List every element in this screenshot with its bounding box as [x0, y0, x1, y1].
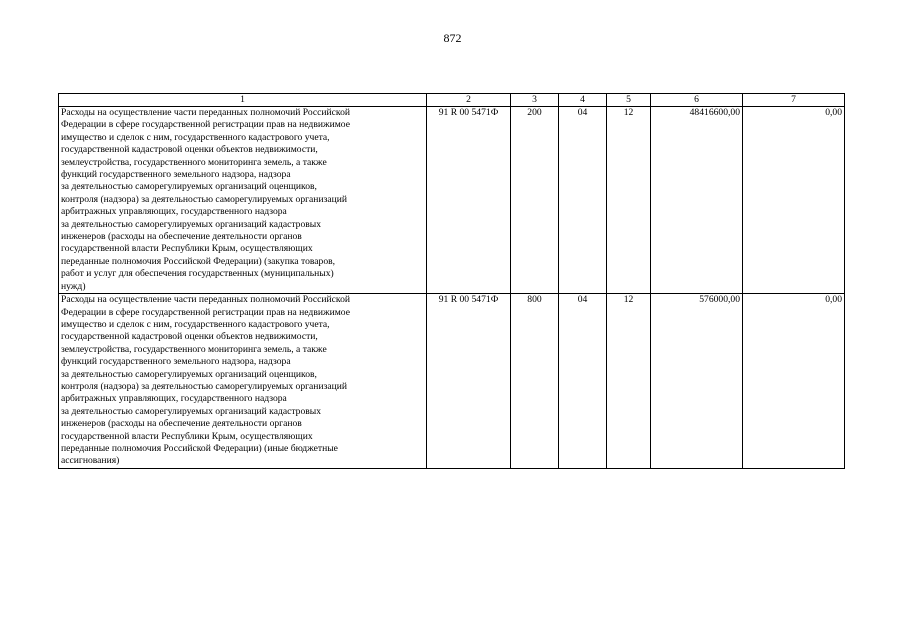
description-line: переданные полномочия Российской Федерации) (закупка товаров, [61, 255, 336, 267]
description-line: имущество и сделок с ним, государственного кадастрового учета, [61, 131, 330, 143]
table-row [59, 107, 845, 294]
description-line: арбитражных управляющих, государственного надзора [61, 393, 287, 405]
description-line: арбитражных управляющих, государственного надзора [61, 206, 287, 218]
row-expense-type: 800 [511, 294, 559, 469]
row-subsection: 12 [607, 107, 651, 294]
column-header-2: 2 [427, 94, 511, 107]
description-line: контроля (надзора) за деятельностью саморегулируемых организаций [61, 193, 348, 205]
row-section: 04 [559, 107, 607, 294]
description-line: Федерации в сфере государственной регистрации прав на недвижимое [61, 306, 350, 318]
column-header-3: 3 [511, 94, 559, 107]
row-expense-type: 200 [511, 107, 559, 294]
description-line: государственной власти Республики Крым, осуществляющих [61, 430, 313, 442]
description-line: за деятельностью саморегулируемых организаций кадастровых [61, 218, 322, 230]
description-line: Федерации в сфере государственной регистрации прав на недвижимое [61, 119, 350, 131]
description-line: функций государственного земельного надзора, надзора [61, 356, 291, 368]
row-amount-6: 48416600,00 [651, 107, 743, 294]
row-code: 91 R 00 5471Ф [427, 107, 511, 294]
description-line: работ и услуг для обеспечения государственных (муниципальных) [61, 268, 334, 280]
row-amount-7: 0,00 [743, 294, 845, 469]
description-line: за деятельностью саморегулируемых организаций кадастровых [61, 405, 322, 417]
row-amount-7: 0,00 [743, 107, 845, 294]
row-amount-6: 576000,00 [651, 294, 743, 469]
description-line: государственной кадастровой оценки объектов недвижимости, [61, 144, 318, 156]
description-line: государственной власти Республики Крым, осуществляющих [61, 243, 313, 255]
description-line: имущество и сделок с ним, государственного кадастрового учета, [61, 318, 330, 330]
column-header-4: 4 [559, 94, 607, 107]
description-line: государственной кадастровой оценки объектов недвижимости, [61, 331, 318, 343]
description-line: ассигнования) [61, 455, 120, 467]
description-line: землеустройства, государственного мониторинга земель, а также [61, 156, 327, 168]
row-code: 91 R 00 5471Ф [427, 294, 511, 469]
column-header-1: 1 [59, 94, 427, 107]
column-header-6: 6 [651, 94, 743, 107]
description-line: инженеров (расходы на обеспечение деятельности органов [61, 231, 302, 243]
row-description [59, 107, 427, 294]
header-row [59, 94, 845, 107]
description-line: функций государственного земельного надзора, надзора [61, 169, 291, 181]
row-description [59, 294, 427, 469]
description-line: землеустройства, государственного мониторинга земель, а также [61, 343, 327, 355]
budget-table [58, 93, 845, 469]
description-line: Расходы на осуществление части переданных полномочий Российской [61, 294, 351, 306]
description-line: за деятельностью саморегулируемых организаций оценщиков, [61, 368, 317, 380]
description-line: Расходы на осуществление части переданных полномочий Российской [61, 107, 351, 118]
row-section: 04 [559, 294, 607, 469]
page-number: 872 [443, 31, 462, 45]
description-line: нужд) [61, 280, 86, 292]
description-line: контроля (надзора) за деятельностью саморегулируемых организаций [61, 380, 348, 392]
table-row [59, 294, 845, 469]
description-line: за деятельностью саморегулируемых организаций оценщиков, [61, 181, 317, 193]
column-header-7: 7 [743, 94, 845, 107]
description-line: переданные полномочия Российской Федерации) (иные бюджетные [61, 442, 338, 454]
column-header-5: 5 [607, 94, 651, 107]
row-subsection: 12 [607, 294, 651, 469]
description-line: инженеров (расходы на обеспечение деятельности органов [61, 418, 302, 430]
